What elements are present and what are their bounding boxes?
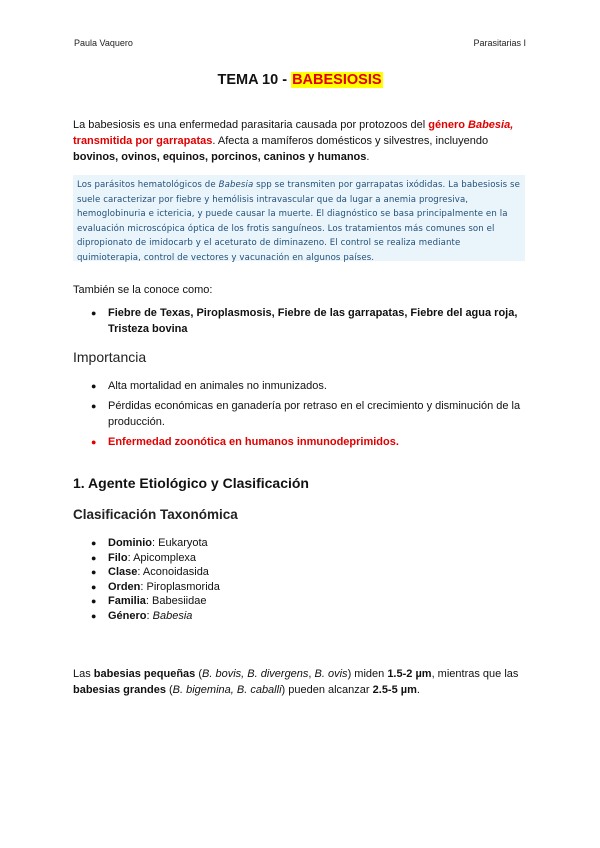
quote-box xyxy=(73,175,525,261)
intro-text-3: . xyxy=(366,151,370,163)
bullet-icon: ● xyxy=(91,308,97,318)
header-author: Paula Vaquero xyxy=(74,38,133,48)
intro-red-3: transmitida por garrapatas xyxy=(73,135,213,147)
title-highlight: BABESIOSIS xyxy=(292,72,382,88)
intro-paragraph xyxy=(73,117,533,165)
intro-red-1: género xyxy=(428,119,469,131)
list-item: ● Pérdidas económicas en ganadería por retraso en el crecimiento y disminución de la producción. xyxy=(91,400,521,428)
heading-importancia: Importancia xyxy=(73,349,147,365)
bullet-icon: ● xyxy=(91,552,97,563)
bullet-icon: ● xyxy=(91,538,97,548)
intro-text-1: La babesiosis es una enfermedad parasitaria causada por protozoos del xyxy=(73,119,429,131)
quote-text-1: Los parásitos hematológicos de xyxy=(77,180,219,190)
intro-bold: bovinos, ovinos, equinos, porcinos, caninos y humanos xyxy=(73,151,367,163)
taxonomy-list xyxy=(73,536,533,624)
bullet-icon: ● xyxy=(91,596,97,607)
list-item: ● Enfermedad zoonótica en humanos inmunodeprimidos. xyxy=(91,436,399,448)
sizes-paragraph: Las babesias pequeñas (B. bovis, B. divergens, B. ovis) miden 1.5-2 µm, mientras que las babesias grandes (B. bigemina, B. caballi) pueden alcanzar 2.5-5 µm. xyxy=(73,668,519,696)
taxonomy-row: ● Orden: Piroplasmorida xyxy=(91,580,220,593)
quote-italic: Babesia xyxy=(218,180,254,190)
bullet-icon: ● xyxy=(91,437,97,447)
list-item: ● Alta mortalidad en animales no inmunizados. xyxy=(91,380,327,392)
intro-red-2: Babesia, xyxy=(468,119,514,131)
aka-intro: También se la conoce como: xyxy=(73,284,213,296)
aka-list xyxy=(73,305,533,337)
list-item: ● Fiebre de Texas, Piroplasmosis, Fiebre de las garrapatas, Fiebre del agua roja, Tristeza bovina xyxy=(91,307,518,335)
taxonomy-row: ● Dominio: Eukaryota xyxy=(91,537,208,549)
taxonomy-row: ● Clase: Aconoidasida xyxy=(91,566,209,579)
intro-text-2: . Afecta a mamíferos domésticos y silvestres, incluyendo xyxy=(212,135,489,147)
taxonomy-heading: Clasificación Taxonómica xyxy=(73,507,238,522)
bullet-icon: ● xyxy=(91,581,97,592)
bullet-icon: ● xyxy=(91,567,97,578)
page-title xyxy=(0,72,600,88)
header-subject: Parasitarias I xyxy=(473,38,526,48)
bullet-icon: ● xyxy=(91,401,97,411)
section-heading: 1. Agente Etiológico y Clasificación xyxy=(73,475,309,491)
taxonomy-row: ● Filo: Apicomplexa xyxy=(91,551,197,564)
title-prefix: TEMA 10 - xyxy=(217,72,292,88)
taxonomy-row: ● Familia: Babesiidae xyxy=(91,595,207,608)
bullet-icon: ● xyxy=(91,381,97,391)
taxonomy-row: ● Género: Babesia xyxy=(91,609,193,622)
bullet-icon: ● xyxy=(91,610,97,621)
importancia-list xyxy=(73,378,533,450)
quote-text-2: spp se transmiten por garrapatas ixódidas. La babesiosis se suele caracterizar por fiebre y hemólisis intravascular que da lugar a anemia progresiva, hemoglobinuria e ictericia, y puede causar la muerte. El diagnóstico se basa principalmente en la evaluación microscópica óptica de los frotis sanguíneos. Los tratamientos más comunes son el dipropionato de imidocarb y el aceturato de diminazeno. El control se realiza mediante quimioterapia, control de vectores y vacunación en algunos países. xyxy=(77,180,520,263)
